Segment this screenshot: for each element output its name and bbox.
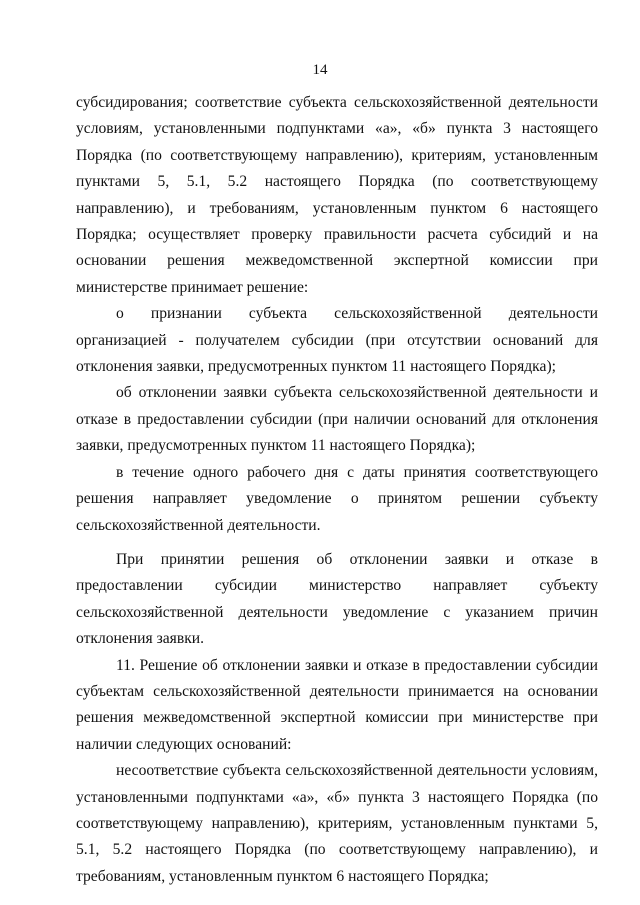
paragraph-continuation: субсидирования; соответствие субъекта сельскохозяйственной деятельности условиям, установленными подпунктами «а», «б» пункта 3 настоящего Порядка (по соответствующему направлению), критериям, установленным пунктами 5, 5.1, 5.2 настоящего Порядка (по соответствующему направлению), и требованиям, установленным пунктом 6 настоящего Порядка; осуществляет проверку правильности расчета субсидий и на основании решения межведомственной экспертной комиссии при министерстве принимает решение: xyxy=(76,94,598,296)
page-number: 14 xyxy=(312,62,328,78)
document-body xyxy=(76,90,598,890)
paragraph-ground-nonconformity: несоответствие субъекта сельскохозяйственной деятельности условиям, установленными подпунктами «а», «б» пункта 3 настоящего Порядка (по соответствующему направлению), критериям, установленным пунктами 5, 5.1, 5.2 настоящего Порядка (по соответствующему направлению), и требованиям, установленным пунктом 6 настоящего Порядка; xyxy=(76,762,598,885)
paragraph-rejection-notice: При принятии решения об отклонении заявки и отказе в предоставлении субсидии министерство направляет субъекту сельскохозяйственной деятельности уведомление с указанием причин отклонения заявки. xyxy=(76,550,598,648)
paragraph-decision-rejection: об отклонении заявки субъекта сельскохозяйственной деятельности и отказе в предоставлении субсидии (при наличии оснований для отклонения заявки, предусмотренных пунктом 11 настоящего Порядка); xyxy=(76,384,598,455)
paragraph-decision-recipient: о признании субъекта сельскохозяйственной деятельности организацией - получателем субсидии (при отсутствии оснований для отклонения заявки, предусмотренных пунктом 11 настоящего Порядка); xyxy=(76,305,598,376)
paragraph-notification: в течение одного рабочего дня с даты принятия соответствующего решения направляет уведомление о принятом решении субъекту сельскохозяйственной деятельности. xyxy=(76,463,598,534)
paragraph-item-11: 11. Решение об отклонении заявки и отказе в предоставлении субсидии субъектам сельскохозяйственной деятельности принимается на основании решения межведомственной экспертной комиссии при министерстве при наличии следующих оснований: xyxy=(76,656,598,753)
